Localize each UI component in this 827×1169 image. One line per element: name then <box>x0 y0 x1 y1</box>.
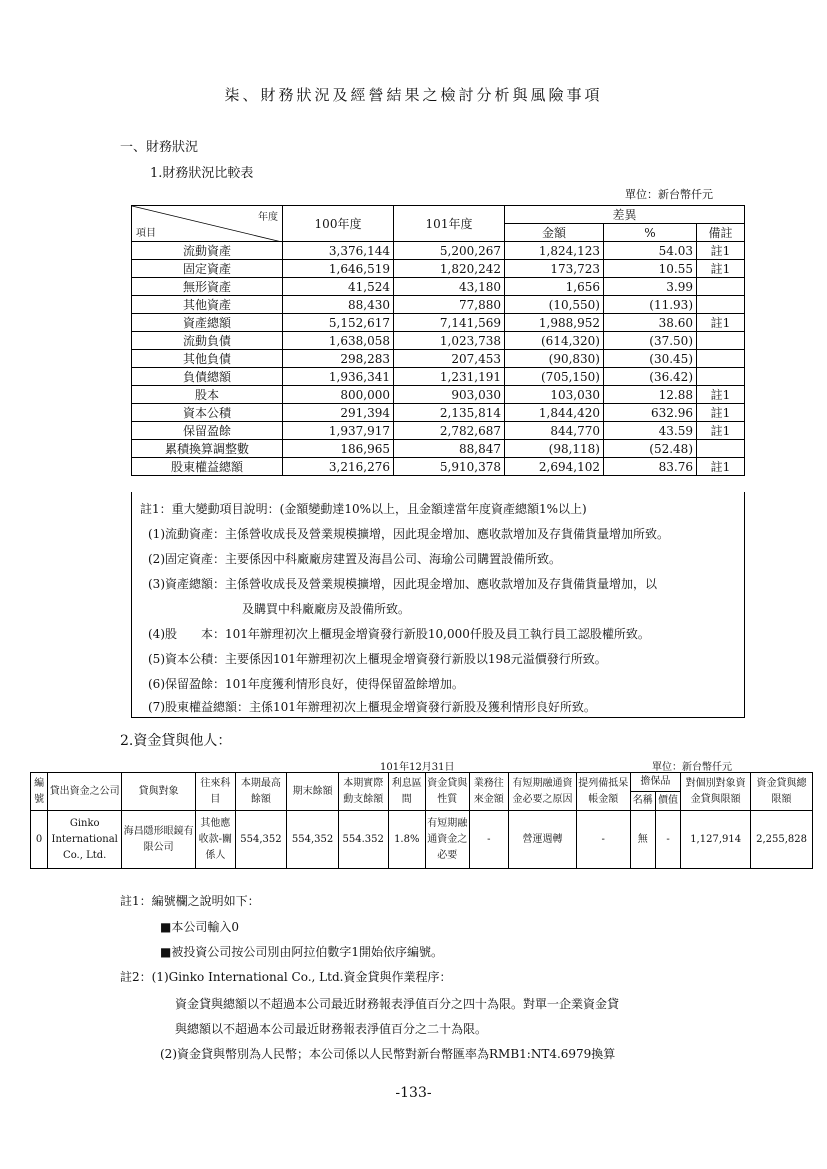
item-header: 項目 <box>136 228 156 239</box>
cell-item: 固定資產 <box>132 260 283 278</box>
note-line: (6)保留盈餘：101年度獲利情形良好，使得保留盈餘增加。 <box>148 677 464 691</box>
cell-actual: 554.352 <box>338 811 388 869</box>
hdr-collateral: 擔保品 <box>630 773 681 792</box>
cell-business: - <box>469 811 509 869</box>
note-line: (3)資產總額：主係營收成長及營業規模擴增，因此現金增加、應收款增加及存貨備貨量增加，以 <box>148 577 658 591</box>
hdr-actual: 本期實際動支餘額 <box>338 773 388 811</box>
hdr-nature: 資金貸與性質 <box>426 773 470 811</box>
note-line: (2)固定資產：主要係因中科廠廠房建置及海昌公司、海瑜公司購置設備所致。 <box>148 552 562 566</box>
cell-y101: 2,135,814 <box>394 404 505 422</box>
cell-amount: (90,830) <box>505 350 604 368</box>
cell-note <box>697 368 745 386</box>
cell-collateral-value: - <box>655 811 680 869</box>
cell-note: 註1 <box>697 422 745 440</box>
cell-pct: 632.96 <box>604 404 697 422</box>
section-heading: 一、財務狀況 <box>120 140 199 155</box>
cell-amount: 2,694,102 <box>505 458 604 476</box>
note2-line: 與總額以不超過本公司最近財務報表淨值百分之二十為限。 <box>175 1022 488 1036</box>
financial-comparison-table <box>131 205 745 476</box>
note2-line: (2)資金貸與幣別為人民幣；本公司係以人民幣對新台幣匯率為RMB1:NT4.6979換算 <box>160 1047 616 1061</box>
section2-heading: 2.資金貸與他人： <box>120 733 232 749</box>
hdr-rate: 利息區間 <box>388 773 425 811</box>
hdr-end-balance: 期末餘額 <box>287 773 339 811</box>
table-row <box>132 350 745 368</box>
cell-item: 無形資產 <box>132 278 283 296</box>
col-pct: % <box>604 224 697 242</box>
cell-note: 註1 <box>697 314 745 332</box>
cell-borrower: 海昌隱形眼鏡有限公司 <box>122 811 196 869</box>
cell-pct: (36.42) <box>604 368 697 386</box>
cell-amount: (705,150) <box>505 368 604 386</box>
cell-pct: (30.45) <box>604 350 697 368</box>
table-row <box>132 368 745 386</box>
cell-max-balance: 554,352 <box>235 811 287 869</box>
table-row <box>132 260 745 278</box>
cell-amount: 844,770 <box>505 422 604 440</box>
cell-note: 註1 <box>697 458 745 476</box>
cell-y100: 800,000 <box>283 386 394 404</box>
page-title: 柒、財務狀況及經營結果之檢討分析與風險事項 <box>224 86 603 104</box>
cell-pct: 83.76 <box>604 458 697 476</box>
cell-collateral-name: 無 <box>630 811 655 869</box>
cell-note: 註1 <box>697 386 745 404</box>
cell-y100: 5,152,617 <box>283 314 394 332</box>
hdr-account: 往來科目 <box>196 773 236 811</box>
cell-y101: 2,782,687 <box>394 422 505 440</box>
cell-note: 註1 <box>697 242 745 260</box>
cell-amount: (10,550) <box>505 296 604 314</box>
table-row <box>132 314 745 332</box>
cell-pct: 3.99 <box>604 278 697 296</box>
note2-line: 註2：(1)Ginko International Co., Ltd.資金貸與作業程序： <box>120 970 452 984</box>
hdr-business: 業務往來金額 <box>469 773 509 811</box>
cell-y100: 41,524 <box>283 278 394 296</box>
cell-y101: 1,231,191 <box>394 368 505 386</box>
hdr-limit-total: 資金貸與總限額 <box>751 773 813 811</box>
cell-item: 股本 <box>132 386 283 404</box>
cell-note <box>697 332 745 350</box>
table-row <box>132 386 745 404</box>
cell-amount: 103,030 <box>505 386 604 404</box>
cell-note <box>697 296 745 314</box>
col-note: 備註 <box>697 224 745 242</box>
table-row <box>132 278 745 296</box>
cell-item: 負債總額 <box>132 368 283 386</box>
cell-lender: Ginko International Co., Ltd. <box>48 811 122 869</box>
cell-item: 其他負債 <box>132 350 283 368</box>
cell-note <box>697 440 745 458</box>
cell-item: 流動資產 <box>132 242 283 260</box>
cell-end-balance: 554,352 <box>287 811 339 869</box>
table-row <box>132 332 745 350</box>
table-date: 101年12月31日 <box>380 762 455 773</box>
cell-y101: 1,023,738 <box>394 332 505 350</box>
hdr-collateral-value: 價值 <box>655 792 680 811</box>
cell-item: 流動負債 <box>132 332 283 350</box>
cell-y100: 291,394 <box>283 404 394 422</box>
cell-note: 註1 <box>697 260 745 278</box>
cell-note <box>697 278 745 296</box>
cell-y100: 1,936,341 <box>283 368 394 386</box>
cell-y100: 298,283 <box>283 350 394 368</box>
col-amount: 金額 <box>505 224 604 242</box>
page-number: -133- <box>395 1085 432 1101</box>
loan-table <box>30 772 813 869</box>
table-row <box>132 422 745 440</box>
cell-y100: 88,430 <box>283 296 394 314</box>
cell-y101: 5,910,378 <box>394 458 505 476</box>
note-line: 及購買中科廠廠房及設備所致。 <box>242 602 411 616</box>
cell-y101: 77,880 <box>394 296 505 314</box>
table-row <box>132 242 745 260</box>
cell-pct: (11.93) <box>604 296 697 314</box>
notes-box <box>131 492 745 718</box>
cell-item: 股東權益總額 <box>132 458 283 476</box>
table-row <box>132 404 745 422</box>
cell-pct: (37.50) <box>604 332 697 350</box>
cell-y101: 207,453 <box>394 350 505 368</box>
cell-pct: 12.88 <box>604 386 697 404</box>
unit-label-2: 單位：新台幣仟元 <box>652 762 732 773</box>
cell-y100: 3,216,276 <box>283 458 394 476</box>
cell-amount: 1,824,123 <box>505 242 604 260</box>
cell-pct: 10.55 <box>604 260 697 278</box>
cell-limit-single: 1,127,914 <box>681 811 751 869</box>
note-line: 註1：重大變動項目說明：(金額變動達10%以上，且金額達當年度資產總額1%以上) <box>140 502 587 516</box>
cell-item: 其他資產 <box>132 296 283 314</box>
cell-account: 其他應收款-關係人 <box>196 811 236 869</box>
cell-pct: 38.60 <box>604 314 697 332</box>
cell-pct: (52.48) <box>604 440 697 458</box>
cell-amount: (614,320) <box>505 332 604 350</box>
table-row <box>132 458 745 476</box>
note2-line: ■被投資公司按公司別由阿拉伯數字1開始依序編號。 <box>160 945 443 959</box>
cell-y101: 7,141,569 <box>394 314 505 332</box>
unit-label: 單位：新台幣仟元 <box>625 188 713 201</box>
hdr-max-balance: 本期最高餘額 <box>235 773 287 811</box>
cell-nature: 有短期融通資金之必要 <box>426 811 470 869</box>
cell-pct: 54.03 <box>604 242 697 260</box>
cell-item: 保留盈餘 <box>132 422 283 440</box>
cell-pct: 43.59 <box>604 422 697 440</box>
cell-y101: 5,200,267 <box>394 242 505 260</box>
cell-limit-total: 2,255,828 <box>751 811 813 869</box>
hdr-reason: 有短期融通資金必要之原因 <box>509 773 577 811</box>
cell-allowance: - <box>576 811 630 869</box>
note-line: (7)股東權益總額：主係101年辦理初次上櫃現金增資發行新股及獲利情形良好所致。 <box>148 700 596 714</box>
hdr-lender: 貸出資金之公司 <box>48 773 122 811</box>
cell-amount: (98,118) <box>505 440 604 458</box>
cell-y100: 186,965 <box>283 440 394 458</box>
cell-y101: 43,180 <box>394 278 505 296</box>
cell-amount: 1,844,420 <box>505 404 604 422</box>
col-y100: 100年度 <box>283 206 394 242</box>
hdr-limit-single: 對個別對象資金貸與限額 <box>681 773 751 811</box>
note-line: (1)流動資產：主係營收成長及營業規模擴增，因此現金增加、應收款增加及存貨備貨量增加所致。 <box>148 527 670 541</box>
hdr-collateral-name: 名稱 <box>630 792 655 811</box>
subsection-heading: 1.財務狀況比較表 <box>150 166 254 181</box>
note-line: (5)資本公積：主要係因101年辦理初次上櫃現金增資發行新股以198元溢價發行所致。 <box>148 652 607 666</box>
cell-amount: 1,988,952 <box>505 314 604 332</box>
cell-y100: 1,638,058 <box>283 332 394 350</box>
cell-note <box>697 350 745 368</box>
hdr-borrower: 貸與對象 <box>122 773 196 811</box>
cell-note: 註1 <box>697 404 745 422</box>
cell-amount: 1,656 <box>505 278 604 296</box>
note2-line: 資金貸與總額以不超過本公司最近財務報表淨值百分之四十為限。對單一企業資金貸 <box>175 997 620 1011</box>
cell-item: 累積換算調整數 <box>132 440 283 458</box>
cell-no: 0 <box>31 811 48 869</box>
cell-reason: 營運週轉 <box>509 811 577 869</box>
col-y101: 101年度 <box>394 206 505 242</box>
cell-y101: 903,030 <box>394 386 505 404</box>
col-diff: 差異 <box>505 206 745 224</box>
table-row <box>132 296 745 314</box>
corner-header <box>132 206 283 242</box>
note-line: (4)股 本：101年辦理初次上櫃現金增資發行新股10,000仟股及員工執行員工認股權所致。 <box>148 627 650 641</box>
note2-line: 註1：編號欄之說明如下： <box>120 894 260 908</box>
cell-amount: 173,723 <box>505 260 604 278</box>
hdr-no: 編號 <box>31 773 48 811</box>
cell-y100: 3,376,144 <box>283 242 394 260</box>
cell-item: 資產總額 <box>132 314 283 332</box>
year-header: 年度 <box>258 212 278 223</box>
cell-y100: 1,937,917 <box>283 422 394 440</box>
cell-y101: 88,847 <box>394 440 505 458</box>
cell-y100: 1,646,519 <box>283 260 394 278</box>
table-row <box>132 440 745 458</box>
note2-line: ■本公司輸入0 <box>160 920 239 934</box>
cell-y101: 1,820,242 <box>394 260 505 278</box>
cell-item: 資本公積 <box>132 404 283 422</box>
cell-rate: 1.8% <box>388 811 425 869</box>
hdr-allowance: 提列備抵呆帳金額 <box>576 773 630 811</box>
